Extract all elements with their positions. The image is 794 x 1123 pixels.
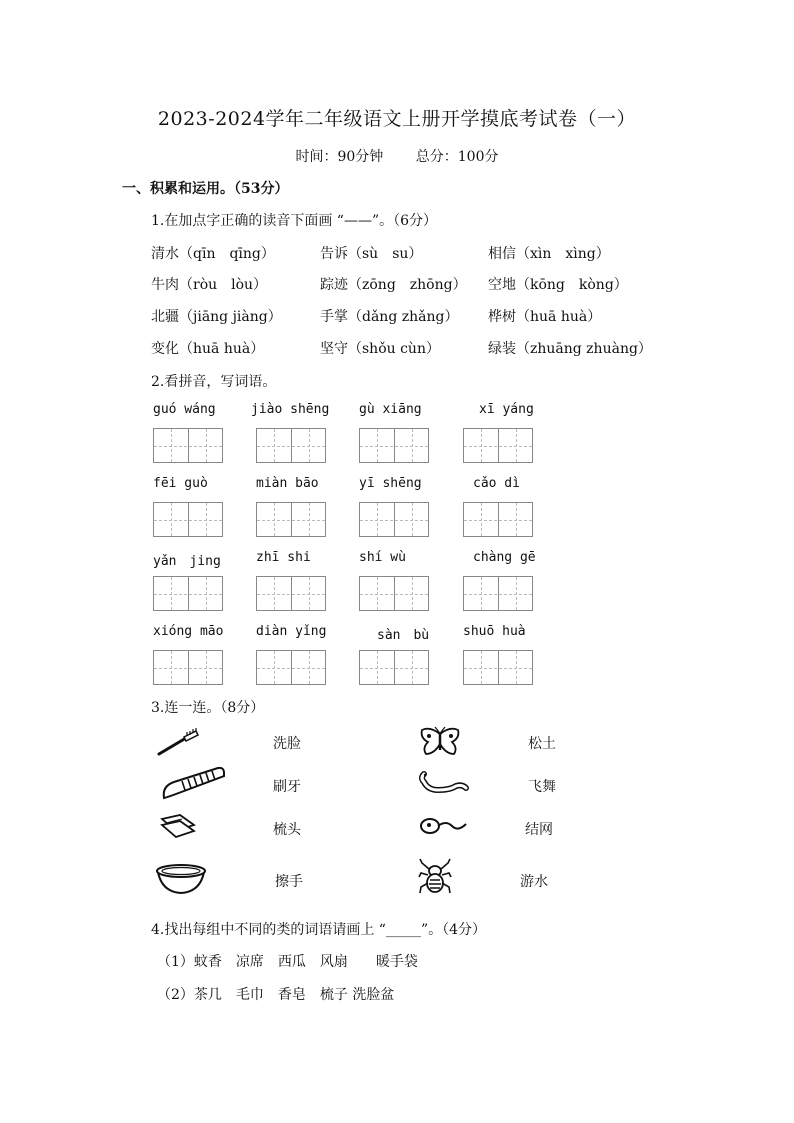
towel-icon	[158, 811, 200, 841]
pinyin-label: miàn bāo	[256, 476, 319, 491]
writing-grid-box[interactable]	[359, 650, 429, 685]
section-heading: 一、积累和运用。（53分）	[122, 181, 289, 197]
option: 踪迹（zōng zhōng）	[320, 277, 467, 293]
pinyin-label: jiào shēng	[251, 402, 330, 417]
writing-grid-box[interactable]	[153, 650, 223, 685]
writing-grid-box[interactable]	[463, 650, 533, 685]
writing-grid-box[interactable]	[256, 576, 326, 611]
match-word-right: 飞舞	[528, 779, 556, 795]
question-1-prompt: 1.在加点字正确的读音下面画 “——”。（6分）	[151, 213, 438, 229]
option: 桦树（huā huà）	[488, 309, 602, 325]
writing-grid-box[interactable]	[463, 428, 533, 463]
pinyin-label: shí wù	[359, 550, 406, 565]
pinyin-label: guó wáng	[153, 402, 216, 417]
tadpole-icon	[418, 814, 470, 838]
writing-grid-box[interactable]	[256, 650, 326, 685]
match-word-right: 结网	[525, 822, 553, 838]
option: 绿装（zhuāng zhuàng）	[488, 341, 652, 357]
match-word-left: 擦手	[275, 874, 303, 890]
option: 变化（huā huà）	[151, 341, 265, 357]
pinyin-label: yǎn jing	[153, 554, 221, 569]
pinyin-label: xióng māo	[153, 624, 224, 639]
match-word-left: 刷牙	[273, 779, 301, 795]
option: 清水（qīn qīng）	[151, 246, 275, 262]
writing-grid-box[interactable]	[359, 576, 429, 611]
writing-grid-box[interactable]	[463, 576, 533, 611]
exam-time: 时间：90分钟	[295, 149, 384, 165]
word-group: （2）茶几 毛巾 香皂 梳子 洗脸盆	[157, 987, 395, 1003]
question-4-prompt: 4.找出每组中不同的类的词语请画上 “_____”。（4分）	[151, 922, 487, 938]
pinyin-label: sàn bù	[377, 628, 430, 643]
exam-total-score: 总分：100分	[415, 149, 499, 165]
match-word-right: 游水	[520, 874, 548, 890]
match-word-left: 洗脸	[273, 736, 301, 752]
earthworm-icon	[418, 768, 470, 798]
pinyin-label: fēi guò	[153, 476, 208, 491]
writing-grid-box[interactable]	[359, 428, 429, 463]
writing-grid-box[interactable]	[153, 576, 223, 611]
writing-grid-box[interactable]	[359, 502, 429, 537]
writing-grid-box[interactable]	[153, 502, 223, 537]
option: 相信（xìn xìng）	[488, 246, 610, 262]
option: 告诉（sù su）	[320, 246, 423, 262]
comb-icon	[160, 764, 228, 802]
spider-icon	[418, 857, 452, 897]
pinyin-label: zhī shi	[256, 550, 311, 565]
question-3-prompt: 3.连一连。（8分）	[151, 700, 265, 716]
writing-grid-box[interactable]	[256, 428, 326, 463]
word-group: （1）蚊香 凉席 西瓜 风扇 暖手袋	[157, 954, 418, 970]
match-word-right: 松土	[528, 736, 556, 752]
option: 手掌（dǎng zhǎng）	[320, 309, 459, 325]
butterfly-icon	[418, 726, 462, 758]
option: 坚守（shǒu cùn）	[320, 341, 440, 357]
basin-icon	[154, 862, 208, 896]
option: 牛肉（ròu lòu）	[151, 277, 268, 293]
writing-grid-box[interactable]	[153, 428, 223, 463]
match-word-left: 梳头	[273, 822, 301, 838]
pinyin-label: shuō huà	[463, 624, 526, 639]
pinyin-label: diàn yǐng	[256, 624, 327, 639]
pinyin-label: cǎo dì	[473, 476, 520, 491]
option: 空地（kōng kòng）	[488, 277, 628, 293]
pinyin-label: xī yáng	[479, 402, 534, 417]
option: 北疆（jiāng jiàng）	[151, 309, 282, 325]
writing-grid-box[interactable]	[463, 502, 533, 537]
pinyin-label: yī shēng	[359, 476, 422, 491]
toothbrush-icon	[156, 728, 204, 758]
page-title: 2023-2024学年二年级语文上册开学摸底考试卷（一）	[157, 108, 637, 130]
question-2-prompt: 2.看拼音，写词语。	[151, 374, 277, 390]
pinyin-label: chàng gē	[473, 550, 536, 565]
exam-info	[0, 146, 794, 166]
writing-grid-box[interactable]	[256, 502, 326, 537]
pinyin-label: gù xiāng	[359, 402, 422, 417]
